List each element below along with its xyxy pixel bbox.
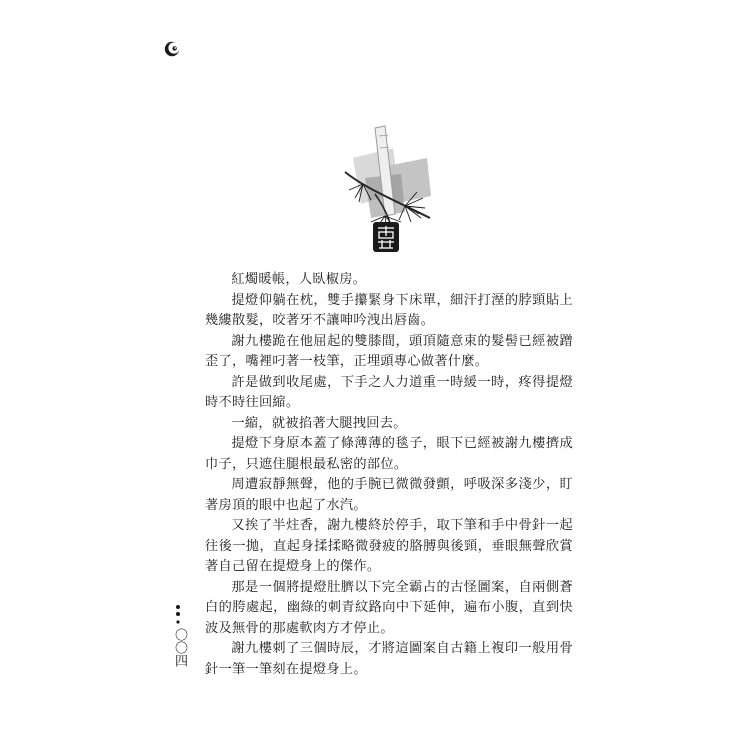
paragraph: 又挨了半炷香，謝九樓終於停手，取下筆和手中骨針一起往後一拋，直起身揉揉略微發疲的胳膊與後頸，垂眼無聲欣賞著自己留在提燈身上的傑作。 (205, 518, 573, 574)
paragraph: 提燈仰躺在枕，雙手攥緊身下床單，細汗打溼的脖頸貼上幾縷散髮，咬著牙不讓呻吟洩出唇齒。 (205, 292, 573, 328)
paragraph: 謝九樓刺了三個時辰，才將這圖案自古籍上複印一般用骨針一筆一筆刻在提燈身上。 (205, 641, 573, 677)
page-number-text: 〇〇四 (172, 628, 187, 667)
paragraph: 紅燭暖帳，人臥椒房。 (231, 272, 367, 287)
page-number (168, 604, 188, 682)
pine-seal-emblem-icon (335, 118, 445, 258)
moon-swirl-icon (163, 40, 181, 58)
paragraph: 提燈下身原本蓋了條薄薄的毯子，眼下已經被謝九樓擠成巾子，只遮住腿根最私密的部位。 (205, 436, 573, 472)
paragraph: 一縮，就被掐著大腿拽回去。 (231, 415, 407, 431)
paragraph: 謝九樓跪在他屈起的雙膝間，頭頂隨意束的髮髻已經被蹭歪了，嘴裡叼著一枝筆，正埋頭專心做著什麼。 (205, 333, 573, 369)
chapter-body (205, 270, 573, 680)
vertical-dots-icon (172, 604, 184, 626)
paragraph: 周遭寂靜無聲，他的手腕已微微發顫，呼吸深多淺少，盯著房頂的眼中也起了水汽。 (205, 477, 573, 513)
paragraph: 那是一個將提燈肚臍以下完全霸占的古怪圖案，自兩側蒼白的胯處起，幽綠的刺青紋路向中下延伸，遍布小腹，直到快波及無骨的那處軟肉方才停止。 (205, 579, 573, 636)
paragraph: 許是做到收尾處，下手之人力道重一時緩一時，疼得提燈時不時往回縮。 (205, 374, 573, 410)
